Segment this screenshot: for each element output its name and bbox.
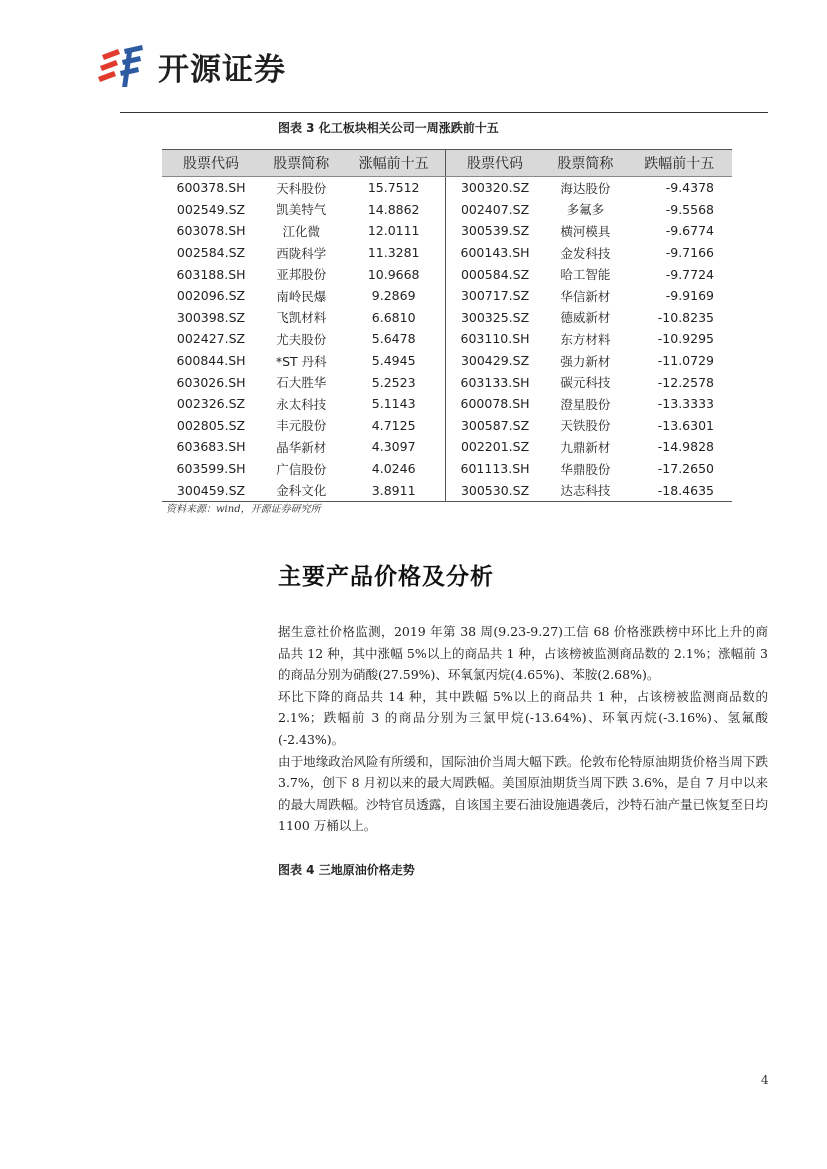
stock-name-cell: *ST 丹科 [275, 353, 327, 369]
gain-value-cell: 14.8862 [367, 201, 420, 217]
figure-3-caption: 图表 3 化工板块相关公司一周涨跌前十五 [278, 121, 499, 135]
col-header: 股票代码 [162, 150, 260, 177]
stock-code-cell: 300587.SZ [445, 415, 544, 437]
stock-name-cell: 飞凯材料 [276, 310, 327, 326]
stock-name-cell: 强力新材 [560, 353, 611, 369]
table-row [162, 199, 732, 221]
stock-name-cell: 西陇科学 [276, 245, 327, 261]
stock-code-cell: 603026.SH [176, 374, 246, 390]
stock-name-cell: 凯美特气 [276, 202, 327, 218]
table-row [162, 371, 732, 393]
stock-name-cell: 永太科技 [276, 396, 327, 412]
gain-value-cell: 12.0111 [367, 223, 420, 239]
stock-code-cell: 600378.SH [176, 180, 246, 196]
loss-value-cell: -17.2650 [657, 461, 714, 477]
table-row [162, 479, 732, 501]
stock-code-cell: 600844.SH [176, 353, 246, 369]
col-header: 跌幅前十五 [627, 150, 732, 177]
stock-name-cell: 丰元股份 [276, 418, 327, 434]
paragraph: 由于地缘政治风险有所缓和，国际油价当周大幅下跌。伦敦布伦特原油期货价格当周下跌 3.7%，创下 8 月初以来的最大周跌幅。美国原油期货当周下跌 3.6%，是自 7 月中以来的最大周跌幅。沙特官员透露，自该国主要石油设施遇袭后，沙特石油产量已恢复至日均 1100 万桶以上。 [278, 753, 768, 834]
stock-name-cell: 海达股份 [560, 180, 611, 196]
gain-value-cell: 4.0246 [371, 461, 416, 477]
gain-value-cell: 6.6810 [371, 309, 416, 325]
section-title: 主要产品价格及分析 [278, 564, 494, 590]
table-row [162, 393, 732, 415]
loss-value-cell: -9.7724 [665, 266, 714, 282]
stock-name-cell: 天科股份 [276, 180, 327, 196]
stock-code-cell: 000584.SZ [445, 263, 544, 285]
gain-value-cell: 5.2523 [371, 374, 416, 390]
table-row [162, 458, 732, 480]
stock-code-cell: 300539.SZ [445, 220, 544, 242]
gain-value-cell: 4.3097 [371, 439, 416, 455]
stock-name-cell: 九鼎新材 [560, 439, 611, 455]
loss-value-cell: -10.9295 [657, 331, 714, 347]
analysis-text [278, 621, 768, 837]
table-row [162, 328, 732, 350]
stock-code-cell: 002407.SZ [445, 199, 544, 221]
table-row [162, 415, 732, 437]
page-number: 4 [761, 1073, 769, 1087]
paragraph: 环比下降的商品共 14 种，其中跌幅 5%以上的商品共 1 种，占该榜被监测商品数的 2.1%；跌幅前 3 的商品分别为三氯甲烷(-13.64%)、环氧丙烷(-3.16%)、氢氟酸(-2.43%)。 [278, 688, 768, 747]
stock-code-cell: 300398.SZ [176, 309, 246, 325]
loss-value-cell: -9.4378 [665, 180, 714, 196]
stock-code-cell: 300459.SZ [162, 479, 260, 501]
stock-code-cell: 300325.SZ [445, 307, 544, 329]
table-row [162, 263, 732, 285]
gain-value-cell: 10.9668 [367, 266, 420, 282]
stock-name-cell: 多氟多 [566, 202, 605, 218]
brand-logo [98, 44, 286, 89]
col-header: 股票代码 [445, 150, 544, 177]
stock-name-cell: 华鼎股份 [560, 461, 611, 477]
loss-value-cell: -13.6301 [657, 417, 714, 433]
table-row [162, 350, 732, 372]
loss-value-cell: -14.9828 [657, 439, 714, 455]
stock-name-cell: 哈工智能 [560, 267, 611, 283]
stock-code-cell: 603078.SH [176, 223, 246, 239]
table-source-note: 资料来源：wind，开源证券研究所 [166, 504, 321, 515]
stock-code-cell: 002201.SZ [445, 436, 544, 458]
header-divider [120, 112, 768, 113]
stock-name-cell: 华信新材 [560, 288, 611, 304]
table-row [162, 220, 732, 242]
gain-value-cell: 11.3281 [367, 245, 420, 261]
table-row [162, 242, 732, 264]
gain-value-cell: 4.7125 [371, 417, 416, 433]
stock-name-cell: 石大胜华 [276, 375, 327, 391]
stock-name-cell: 金科文化 [260, 479, 342, 501]
loss-value-cell: -9.6774 [665, 223, 714, 239]
stock-name-cell: 东方材料 [560, 331, 611, 347]
stock-name-cell: 亚邦股份 [276, 267, 327, 283]
stock-code-cell: 600143.SH [445, 242, 544, 264]
loss-value-cell: -18.4635 [627, 479, 732, 501]
stock-name-cell: 澄星股份 [560, 396, 611, 412]
kaiyuan-logo-icon [98, 45, 150, 89]
stock-code-cell: 603599.SH [176, 461, 246, 477]
gain-value-cell: 5.6478 [371, 331, 416, 347]
stock-name-cell: 达志科技 [544, 479, 626, 501]
stock-code-cell: 002427.SZ [176, 331, 246, 347]
stock-code-cell: 300530.SZ [445, 479, 544, 501]
stock-change-table [162, 149, 732, 502]
stock-name-cell: 晶华新材 [276, 439, 327, 455]
loss-value-cell: -9.9169 [665, 288, 714, 304]
stock-code-cell: 002549.SZ [176, 201, 246, 217]
stock-code-cell: 600078.SH [445, 393, 544, 415]
stock-code-cell: 300429.SZ [445, 350, 544, 372]
stock-code-cell: 002584.SZ [176, 245, 246, 261]
table-row [162, 285, 732, 307]
gain-value-cell: 5.1143 [371, 396, 416, 412]
stock-name-cell: 广信股份 [276, 461, 327, 477]
table-header-row [162, 150, 732, 177]
stock-name-cell: 德威新材 [560, 310, 611, 326]
loss-value-cell: -9.7166 [665, 245, 714, 261]
stock-code-cell: 603110.SH [445, 328, 544, 350]
loss-value-cell: -12.2578 [657, 374, 714, 390]
figure-4-caption: 图表 4 三地原油价格走势 [278, 863, 415, 877]
loss-value-cell: -13.3333 [657, 396, 714, 412]
col-header: 股票简称 [544, 150, 626, 177]
table-row [162, 307, 732, 329]
stock-name-cell: 横河模具 [560, 223, 611, 239]
col-header: 涨幅前十五 [342, 150, 445, 177]
gain-value-cell: 9.2869 [371, 288, 416, 304]
gain-value-cell: 15.7512 [367, 180, 420, 196]
stock-code-cell: 603133.SH [445, 371, 544, 393]
table-row [162, 177, 732, 199]
loss-value-cell: -10.8235 [657, 309, 714, 325]
col-header: 股票简称 [260, 150, 342, 177]
stock-name-cell: 南岭民爆 [276, 288, 327, 304]
gain-value-cell: 3.8911 [342, 479, 445, 501]
table-row [162, 436, 732, 458]
stock-code-cell: 002096.SZ [176, 288, 246, 304]
stock-code-cell: 002805.SZ [176, 417, 246, 433]
loss-value-cell: -9.5568 [665, 201, 714, 217]
stock-name-cell: 金发科技 [560, 245, 611, 261]
stock-code-cell: 300717.SZ [445, 285, 544, 307]
stock-name-cell: 天铁股份 [560, 418, 611, 434]
stock-code-cell: 601113.SH [445, 458, 544, 480]
stock-code-cell: 002326.SZ [176, 396, 246, 412]
stock-name-cell: 尤夫股份 [276, 331, 327, 347]
stock-code-cell: 603188.SH [176, 266, 246, 282]
loss-value-cell: -11.0729 [657, 353, 714, 369]
stock-code-cell: 603683.SH [176, 439, 246, 455]
gain-value-cell: 5.4945 [371, 353, 416, 369]
brand-name: 开源证券 [158, 52, 286, 88]
paragraph: 据生意社价格监测，2019 年第 38 周(9.23-9.27)工信 68 价格涨跌榜中环比上升的商品共 12 种，其中涨幅 5%以上的商品共 1 种，占该榜被监测商品数的 2.1%；涨幅前 3 的商品分别为硝酸(27.59%)、环氧氯丙烷(4.65%)、苯胺(2.68%)。 [278, 624, 768, 683]
stock-name-cell: 江化微 [282, 223, 320, 239]
stock-name-cell: 碳元科技 [560, 375, 611, 391]
stock-code-cell: 300320.SZ [445, 177, 544, 199]
